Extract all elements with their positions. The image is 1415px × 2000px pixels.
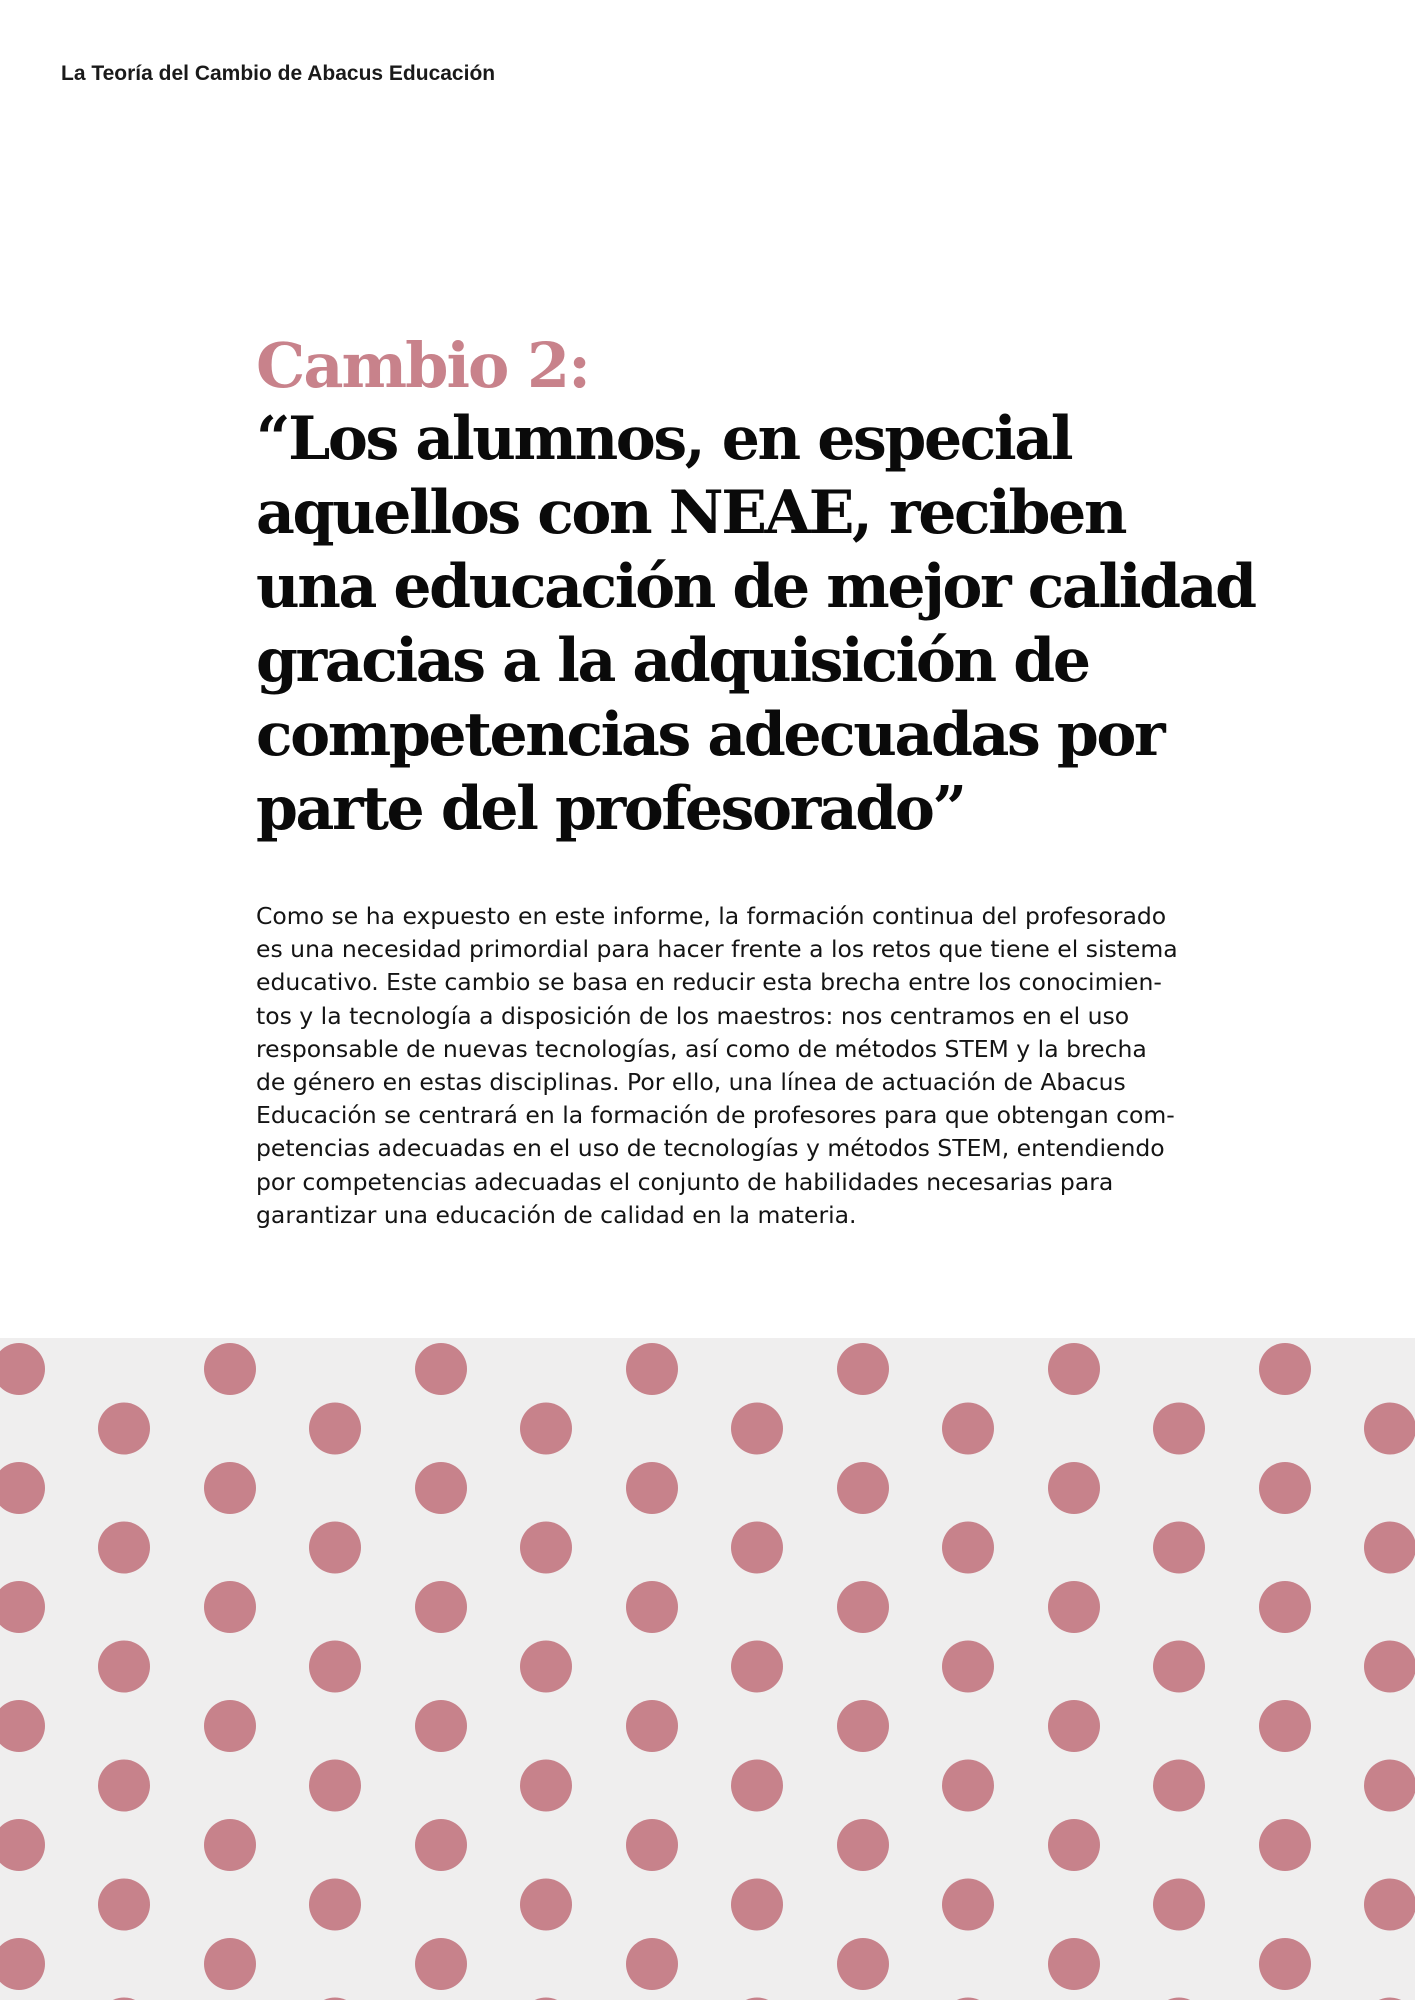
decorative-dot — [1364, 1522, 1415, 1574]
decorative-dot — [626, 1819, 678, 1871]
decorative-dot — [415, 1938, 467, 1990]
decorative-dot — [415, 1462, 467, 1514]
headline-line: competencias adecuadas por — [256, 700, 1164, 770]
body-paragraph — [256, 900, 1256, 1232]
decorative-dot — [204, 1819, 256, 1871]
decorative-dot — [204, 1462, 256, 1514]
decorative-dot — [1259, 1938, 1311, 1990]
decorative-dot — [1259, 1462, 1311, 1514]
decorative-dot — [1048, 1343, 1100, 1395]
polka-dot-svg — [0, 1338, 1415, 2000]
body-line: Educación se centrará en la formación de profesores para que obtengan com- — [256, 1101, 1175, 1130]
decorative-dot — [942, 1879, 994, 1931]
decorative-dot — [0, 1819, 45, 1871]
decorative-dot — [1259, 1343, 1311, 1395]
decorative-dot — [1048, 1819, 1100, 1871]
decorative-dot — [98, 1879, 150, 1931]
body-line: de género en estas disciplinas. Por ello, una línea de actuación de Abacus — [256, 1068, 1126, 1097]
decorative-dot — [204, 1343, 256, 1395]
decorative-dot — [626, 1462, 678, 1514]
decorative-dot — [520, 1879, 572, 1931]
decorative-dot — [98, 1641, 150, 1693]
decorative-dot — [520, 1760, 572, 1812]
decorative-dot — [731, 1641, 783, 1693]
main-content — [256, 330, 1256, 1232]
body-line: responsable de nuevas tecnologías, así como de métodos STEM y la brecha — [256, 1034, 1147, 1063]
decorative-dot — [731, 1403, 783, 1455]
decorative-dot — [98, 1522, 150, 1574]
change-label: Cambio 2: — [256, 329, 589, 402]
decorative-dot — [626, 1343, 678, 1395]
decorative-dot — [731, 1522, 783, 1574]
body-line: tos y la tecnología a disposición de los maestros: nos centramos en el uso — [256, 1001, 1130, 1030]
decorative-dot — [837, 1700, 889, 1752]
decorative-dot — [309, 1522, 361, 1574]
decorative-dot — [1048, 1700, 1100, 1752]
decorative-dot — [1259, 1581, 1311, 1633]
decorative-dot — [837, 1819, 889, 1871]
decorative-dot — [1364, 1403, 1415, 1455]
decorative-dot — [520, 1403, 572, 1455]
decorative-dot — [942, 1641, 994, 1693]
decorative-dot — [204, 1700, 256, 1752]
decorative-dot — [309, 1403, 361, 1455]
headline-line: aquellos con NEAE, reciben — [256, 478, 1126, 548]
decorative-dot — [942, 1522, 994, 1574]
decorative-dot — [1153, 1760, 1205, 1812]
body-line: por competencias adecuadas el conjunto de habilidades necesarias para — [256, 1167, 1114, 1196]
decorative-dot — [204, 1581, 256, 1633]
decorative-dot — [626, 1938, 678, 1990]
decorative-dot — [837, 1581, 889, 1633]
decorative-dot — [520, 1522, 572, 1574]
decorative-dot — [1364, 1641, 1415, 1693]
decorative-dot — [626, 1581, 678, 1633]
headline-line: parte del profesorado” — [256, 774, 965, 844]
decorative-dot — [837, 1462, 889, 1514]
decorative-dot — [837, 1343, 889, 1395]
decorative-dot — [1153, 1641, 1205, 1693]
body-line: educativo. Este cambio se basa en reducir esta brecha entre los conocimien- — [256, 968, 1162, 997]
decorative-dot — [1153, 1522, 1205, 1574]
decorative-dot — [731, 1879, 783, 1931]
decorative-dot — [1048, 1581, 1100, 1633]
decorative-dot — [626, 1700, 678, 1752]
running-header: La Teoría del Cambio de Abacus Educación — [61, 62, 496, 85]
decorative-dot — [1364, 1760, 1415, 1812]
decorative-dot — [415, 1700, 467, 1752]
headline-line: gracias a la adquisición de — [256, 626, 1089, 696]
body-line: garantizar una educación de calidad en la materia. — [256, 1200, 857, 1229]
headline-line: “Los alumnos, en especial — [256, 404, 1072, 474]
decorative-dot — [0, 1938, 45, 1990]
body-line: es una necesidad primordial para hacer frente a los retos que tiene el sistema — [256, 935, 1178, 964]
decorative-dot — [1259, 1700, 1311, 1752]
decorative-dot — [1259, 1819, 1311, 1871]
decorative-dot — [98, 1760, 150, 1812]
decorative-dot — [1048, 1938, 1100, 1990]
decorative-dot — [309, 1879, 361, 1931]
decorative-dot — [731, 1760, 783, 1812]
decorative-dot — [837, 1938, 889, 1990]
decorative-dot — [520, 1641, 572, 1693]
decorative-dot — [309, 1760, 361, 1812]
decorative-dot — [1048, 1462, 1100, 1514]
decorative-dot — [98, 1403, 150, 1455]
decorative-dot — [0, 1581, 45, 1633]
decorative-dot — [0, 1343, 45, 1395]
polka-dot-pattern — [0, 1338, 1415, 2000]
decorative-dot — [204, 1938, 256, 1990]
decorative-dot — [1153, 1403, 1205, 1455]
decorative-dot — [0, 1462, 45, 1514]
decorative-dot — [0, 1700, 45, 1752]
decorative-dot — [942, 1403, 994, 1455]
decorative-dot — [1153, 1879, 1205, 1931]
decorative-dot — [942, 1760, 994, 1812]
headline-quote — [256, 402, 1256, 846]
decorative-dot — [1364, 1879, 1415, 1931]
body-line: petencias adecuadas en el uso de tecnologías y métodos STEM, entendiendo — [256, 1134, 1165, 1163]
decorative-dot — [415, 1581, 467, 1633]
decorative-dot — [415, 1819, 467, 1871]
headline-line: una educación de mejor calidad — [256, 552, 1255, 622]
body-line: Como se ha expuesto en este informe, la formación continua del profesorado — [256, 902, 1167, 930]
decorative-dot — [309, 1641, 361, 1693]
decorative-dot — [415, 1343, 467, 1395]
